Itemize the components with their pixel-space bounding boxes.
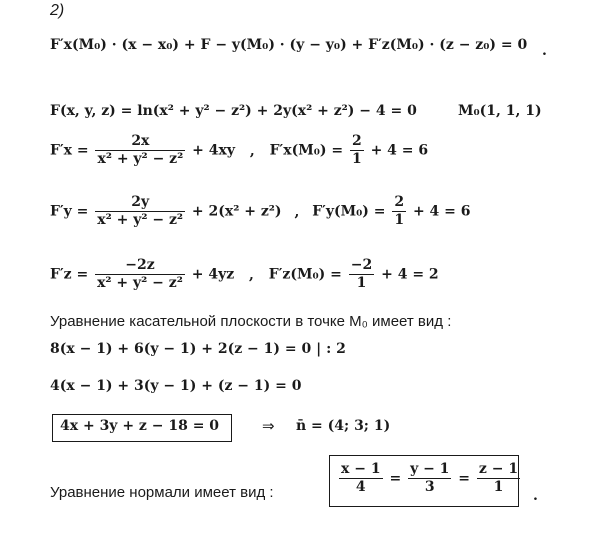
tangent-plane-caption: Уравнение касательной плоскости в точке M₀ имеет вид :	[50, 313, 452, 330]
fx-fraction	[95, 133, 185, 168]
fy-lhs: F′y =	[50, 203, 89, 220]
point-m0: M₀(1, 1, 1)	[458, 103, 542, 119]
fz-rest: + 4yz	[191, 266, 235, 283]
normal-fraction-y	[408, 461, 451, 496]
normal-numerator-z: z − 1	[478, 461, 519, 477]
normal-fraction-z	[477, 461, 520, 496]
fz-lhs: F′z =	[50, 266, 89, 283]
fy-separator: ,	[294, 203, 300, 220]
part-label: 2)	[50, 2, 65, 19]
fx-value-fraction	[350, 133, 364, 168]
fx-at-m0: F′x(M₀) =	[269, 142, 344, 159]
general-tangent-equation: F′x(M₀) · (x − x₀) + F − y(M₀) · (y − y₀) + F′z(M₀) · (z − z₀) = 0	[50, 37, 528, 53]
fz-at-m0: F′z(M₀) =	[268, 266, 342, 283]
normal-equals-1: =	[389, 470, 402, 487]
partial-derivative-y	[50, 194, 471, 229]
fx-separator: ,	[249, 142, 255, 159]
fy-value-result: + 4 = 6	[412, 203, 471, 220]
normal-numerator-x: x − 1	[341, 461, 381, 477]
fz-separator: ,	[249, 266, 254, 283]
end-dot: .	[533, 488, 538, 504]
normal-denominator-z: 1	[493, 479, 504, 495]
function-definition: F(x, y, z) = ln(x² + y² − z²) + 2y(x² + z²) − 4 = 0	[50, 103, 417, 119]
fz-value-fraction	[349, 257, 374, 292]
fx-value-result: + 4 = 6	[370, 142, 429, 159]
fx-numerator: 2x	[95, 133, 185, 151]
fz-value-denominator: 1	[356, 275, 367, 291]
fy-at-m0: F′y(M₀) =	[312, 203, 386, 220]
fy-rest: + 2(x² + z²)	[191, 203, 282, 220]
fz-fraction	[95, 257, 185, 292]
normal-vector: n̄ = (4; 3; 1)	[296, 418, 391, 434]
fy-numerator: 2y	[95, 194, 185, 212]
fz-denominator: x² + y² − z²	[97, 275, 183, 291]
normal-equals-2: =	[458, 470, 471, 487]
fx-rest: + 4xy	[192, 142, 235, 159]
normal-denominator-y: 3	[424, 479, 435, 495]
fy-value-denominator: 1	[394, 212, 405, 228]
fx-value-denominator: 1	[351, 151, 362, 167]
normal-line-caption: Уравнение нормали имеет вид :	[50, 484, 274, 501]
fz-numerator: −2z	[95, 257, 185, 275]
fx-denominator: x² + y² − z²	[97, 151, 184, 167]
normal-fraction-x	[339, 461, 383, 496]
tangent-equation-final: 4x + 3y + z − 18 = 0	[60, 418, 220, 434]
fx-value-numerator: 2	[351, 133, 362, 149]
normal-numerator-y: y − 1	[410, 461, 450, 477]
partial-derivative-x	[50, 133, 428, 168]
implies-arrow: ⇒	[262, 417, 275, 435]
fz-value-result: + 4 = 2	[381, 266, 439, 283]
fy-denominator: x² + y² − z²	[97, 212, 184, 228]
general-equation-dot: .	[542, 43, 547, 59]
tangent-equation-step1: 8(x − 1) + 6(y − 1) + 2(z − 1) = 0 | : 2	[50, 341, 346, 357]
fy-value-numerator: 2	[394, 194, 405, 210]
fz-value-numerator: −2	[350, 257, 373, 273]
fy-value-fraction	[392, 194, 406, 229]
partial-derivative-z	[50, 257, 439, 292]
tangent-equation-step2: 4(x − 1) + 3(y − 1) + (z − 1) = 0	[50, 378, 302, 394]
normal-line-equation	[337, 461, 522, 496]
normal-denominator-x: 4	[355, 479, 366, 495]
fx-lhs: F′x =	[50, 142, 89, 159]
fy-fraction	[95, 194, 185, 229]
